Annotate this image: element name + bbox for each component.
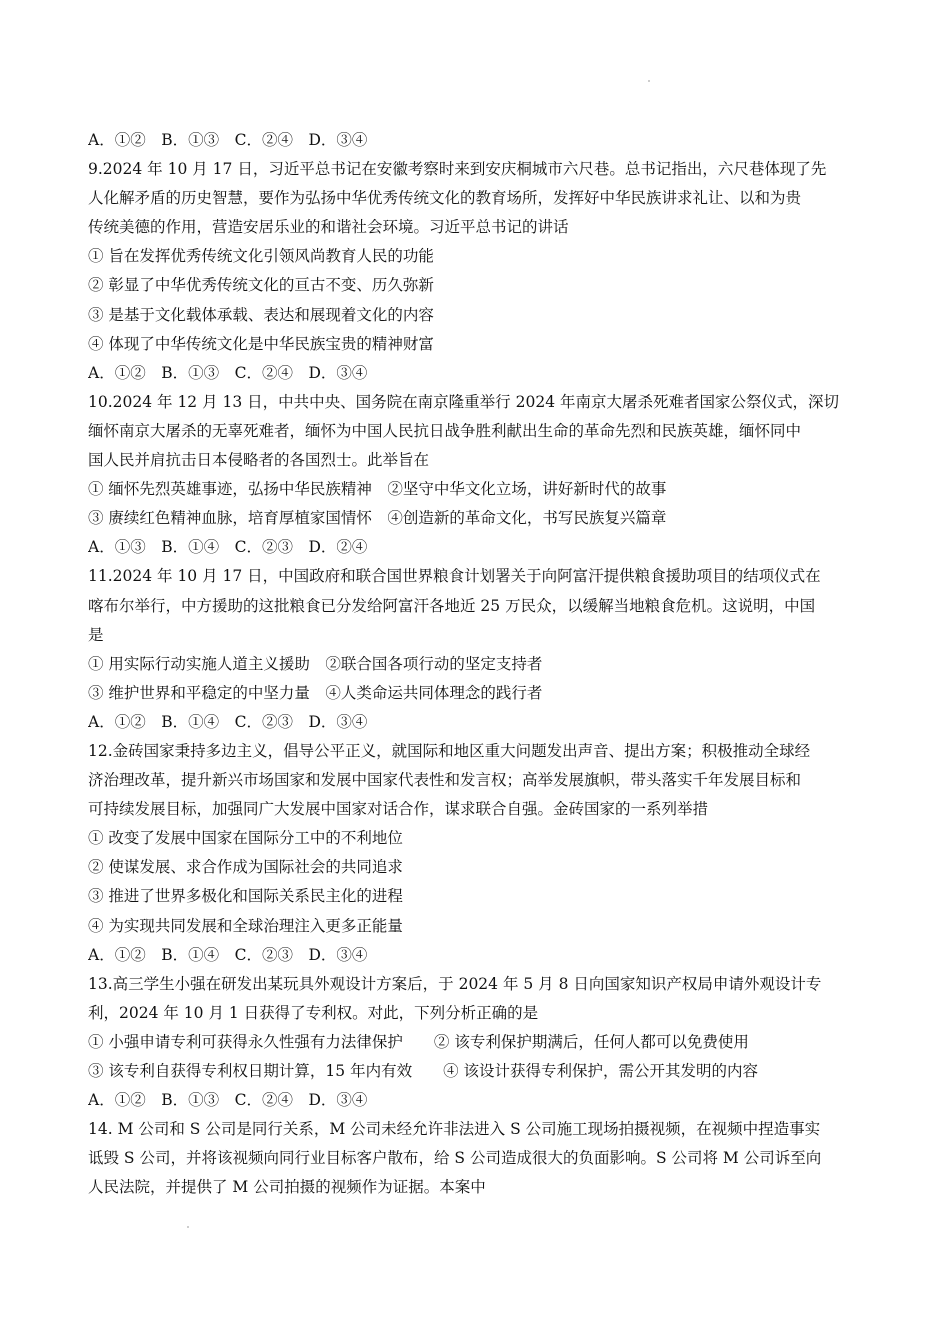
q12-statement: ④ 为实现共同发展和全球治理注入更多正能量: [88, 916, 403, 935]
q9-stem-line: 传统美德的作用，营造安居乐业的和谐社会环境。习近平总书记的讲话: [88, 218, 569, 237]
q12-statement: ② 使谋发展、求合作成为国际社会的共同追求: [88, 858, 403, 877]
q9-options: A．①② B．①③ C．②④ D．③④: [88, 363, 368, 382]
q8-options: A．①② B．①③ C．②④ D．③④: [88, 131, 368, 149]
q14-stem-line: 诋毁 S 公司，并将该视频向同行业目标客户散布，给 S 公司造成很大的负面影响。S 公司将 M 公司诉至向: [88, 1149, 822, 1168]
q11-stem-line: 喀布尔举行，中方援助的这批粮食已分发给阿富汗各地近 25 万民众，以缓解当地粮食危机。这说明，中国: [88, 596, 816, 615]
q10-stem-line: 10.2024 年 12 月 13 日，中共中央、国务院在南京隆重举行 2024 年南京大屠杀死难者国家公祭仪式，深切: [88, 392, 839, 411]
q12-stem-line: 济治理改革，提升新兴市场国家和发展中国家代表性和发言权；高举发展旗帜，带头落实千年发展目标和: [88, 771, 802, 790]
q14-stem-line: 14. M 公司和 S 公司是同行关系，M 公司未经允许非法进入 S 公司施工现场拍摄视频，在视频中捏造事实: [88, 1120, 821, 1139]
q9-statement: ① 旨在发挥优秀传统文化引领风尚教育人民的功能: [88, 247, 434, 266]
q10-statement: ③ 赓续红色精神血脉，培育厚植家国情怀 ④创造新的革命文化，书写民族复兴篇章: [88, 509, 667, 528]
q12-stem-line: 12.金砖国家秉持多边主义，倡导公平正义，就国际和地区重大问题发出声音、提出方案；积极推动全球经: [88, 741, 811, 760]
top-speck: [648, 80, 650, 82]
q12-statement: ① 改变了发展中国家在国际分工中的不利地位: [88, 829, 403, 848]
q13-options: A．①② B．①③ C．②④ D．③④: [88, 1091, 368, 1110]
q13-stem-line: 13.高三学生小强在研发出某玩具外观设计方案后，于 2024 年 5 月 8 日向国家知识产权局申请外观设计专: [88, 974, 822, 993]
q11-options: A．①② B．①④ C．②③ D．③④: [88, 712, 368, 731]
q10-statement: ① 缅怀先烈英雄事迹，弘扬中华民族精神 ②坚守中华文化立场，讲好新时代的故事: [88, 480, 667, 499]
q9-stem-line: 人化解矛盾的历史智慧，要作为弘扬中华优秀传统文化的教育场所，发挥好中华民族讲求礼让、以和为贵: [88, 189, 802, 208]
q13-statement: ③ 该专利自获得专利权日期计算，15 年内有效 ④ 该设计获得专利保护，需公开其发明的内容: [88, 1062, 759, 1080]
q11-stem-line: 是: [88, 625, 104, 644]
q11-statement: ③ 维护世界和平稳定的中坚力量 ④人类命运共同体理念的践行者: [88, 683, 543, 702]
q11-statement: ① 用实际行动实施人道主义援助 ②联合国各项行动的坚定支持者: [88, 654, 543, 673]
q12-statement: ③ 推进了世界多极化和国际关系民主化的进程: [88, 887, 403, 906]
question-text: [88, 126, 868, 1202]
q10-stem-line: 缅怀南京大屠杀的无辜死难者，缅怀为中国人民抗日战争胜利献出生命的革命先烈和民族英雄，缅怀同中: [88, 421, 802, 440]
q13-statement: ① 小强申请专利可获得永久性强有力法律保护 ② 该专利保护期满后，任何人都可以免费使用: [88, 1032, 749, 1051]
q10-stem-line: 国人民并肩抗击日本侵略者的各国烈士。此举旨在: [88, 451, 430, 470]
q9-stem-line: 9.2024 年 10 月 17 日，习近平总书记在安徽考察时来到安庆桐城市六尺巷。总书记指出，六尺巷体现了先: [88, 160, 827, 179]
q9-statement: ③ 是基于文化载体承载、表达和展现着文化的内容: [88, 305, 434, 324]
q11-stem-line: 11.2024 年 10 月 17 日，中国政府和联合国世界粮食计划署关于向阿富汗提供粮食援助项目的结项仪式在: [88, 567, 821, 586]
q13-stem-line: 利，2024 年 10 月 1 日获得了专利权。对此，下列分析正确的是: [88, 1003, 539, 1022]
q10-options: A．①③ B．①④ C．②③ D．②④: [88, 538, 368, 557]
q12-stem-line: 可持续发展目标，加强同广大发展中国家对话合作，谋求联合自强。金砖国家的一系列举措: [88, 800, 709, 819]
bottom-speck: [187, 1226, 189, 1228]
q9-statement: ④ 体现了中华传统文化是中华民族宝贵的精神财富: [88, 334, 434, 353]
q9-statement: ② 彰显了中华优秀传统文化的亘古不变、历久弥新: [88, 276, 434, 295]
q14-stem-line: 人民法院，并提供了 M 公司拍摄的视频作为证据。本案中: [88, 1178, 486, 1197]
q12-options: A．①② B．①④ C．②③ D．③④: [88, 945, 368, 964]
